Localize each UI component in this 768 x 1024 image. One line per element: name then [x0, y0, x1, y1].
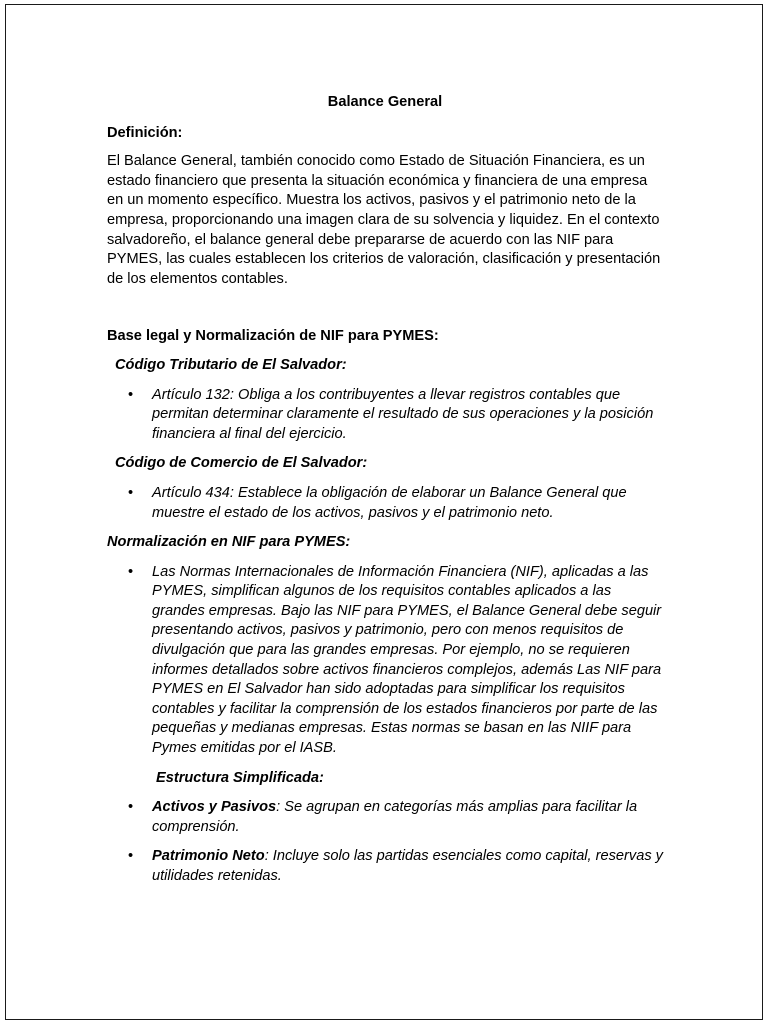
definition-paragraph: El Balance General, también conocido como Estado de Situación Financiera, es un estado financiero que presenta la situación económica y financiera de una empresa en un momento específico. Muestra los activos, pasivos y el patrimonio neto de la empresa, proporcionando una imagen clara de su solvencia y liquidez. En el contexto salvadoreño, el balance general debe prepararse de acuerdo con las NIF para PYMES, las cuales establecen los criterios de valoración, clasificación y presentación de los elementos contables. [107, 153, 661, 287]
list-item-text: Artículo 434: Establece la obligación de elaborar un Balance General que muestre el estado de los activos, pasivos y el patrimonio neto. [152, 484, 627, 521]
list-item-text: Artículo 132: Obliga a los contribuyentes a llevar registros contables que permitan determinar claramente el resultado de sus operaciones y la posición financiera al final del ejercicio. [152, 386, 654, 442]
bullet-icon: • [128, 799, 134, 816]
bullet-icon: • [128, 386, 134, 403]
list-item [107, 563, 667, 759]
normalizacion-heading: Normalización en NIF para PYMES: [107, 534, 351, 551]
list-item [107, 798, 667, 837]
list-item-term: Patrimonio Neto [152, 848, 265, 865]
codigo-comercio-heading: Código de Comercio de El Salvador: [115, 455, 368, 472]
list-item [107, 847, 667, 886]
list-item-text: : Se agrupan en categorías más amplias para facilitar la comprensión. [152, 799, 638, 835]
normalizacion-list [107, 563, 667, 759]
document-title: Balance General [327, 94, 443, 110]
list-item [107, 484, 667, 523]
definition-heading: Definición: [107, 124, 183, 141]
list-item-text: : Incluye solo las partidas esenciales como capital, reservas y utilidades retenidas. [152, 848, 663, 884]
list-item-text: Las Normas Internacionales de Información Financiera (NIF), aplicadas a las PYMES, simplifican algunos de los requisitos contables aplicados a las grandes empresas. Bajo las NIF para PYMES, el Balance General debe seguir presentando activos, pasivos y patrimonio, pero con menos requisitos de divulgación que para las grandes empresas. Por ejemplo, no se requieren informes detallados sobre activos financieros complejos, además Las NIF para PYMES en El Salvador han sido adoptadas para simplificar los requisitos contables y facilitar la comprensión de los estados financieros por parte de las pequeñas y medianas empresas. Estas normas se basan en las NIIF para Pymes emitidas por el IASB. [152, 563, 662, 757]
list-item-term: Activos y Pasivos [152, 799, 277, 816]
base-legal-heading: Base legal y Normalización de NIF para PYMES: [107, 328, 439, 345]
codigo-tributario-list [107, 386, 667, 445]
estructura-list [107, 798, 667, 886]
codigo-comercio-list [107, 484, 667, 523]
bullet-icon: • [128, 484, 134, 501]
document-page [5, 4, 763, 1020]
codigo-tributario-heading: Código Tributario de El Salvador: [115, 356, 347, 373]
bullet-icon: • [128, 848, 134, 865]
estructura-heading: Estructura Simplificada: [156, 769, 324, 786]
list-item [107, 386, 667, 445]
bullet-icon: • [128, 563, 134, 580]
document-body [107, 93, 667, 897]
